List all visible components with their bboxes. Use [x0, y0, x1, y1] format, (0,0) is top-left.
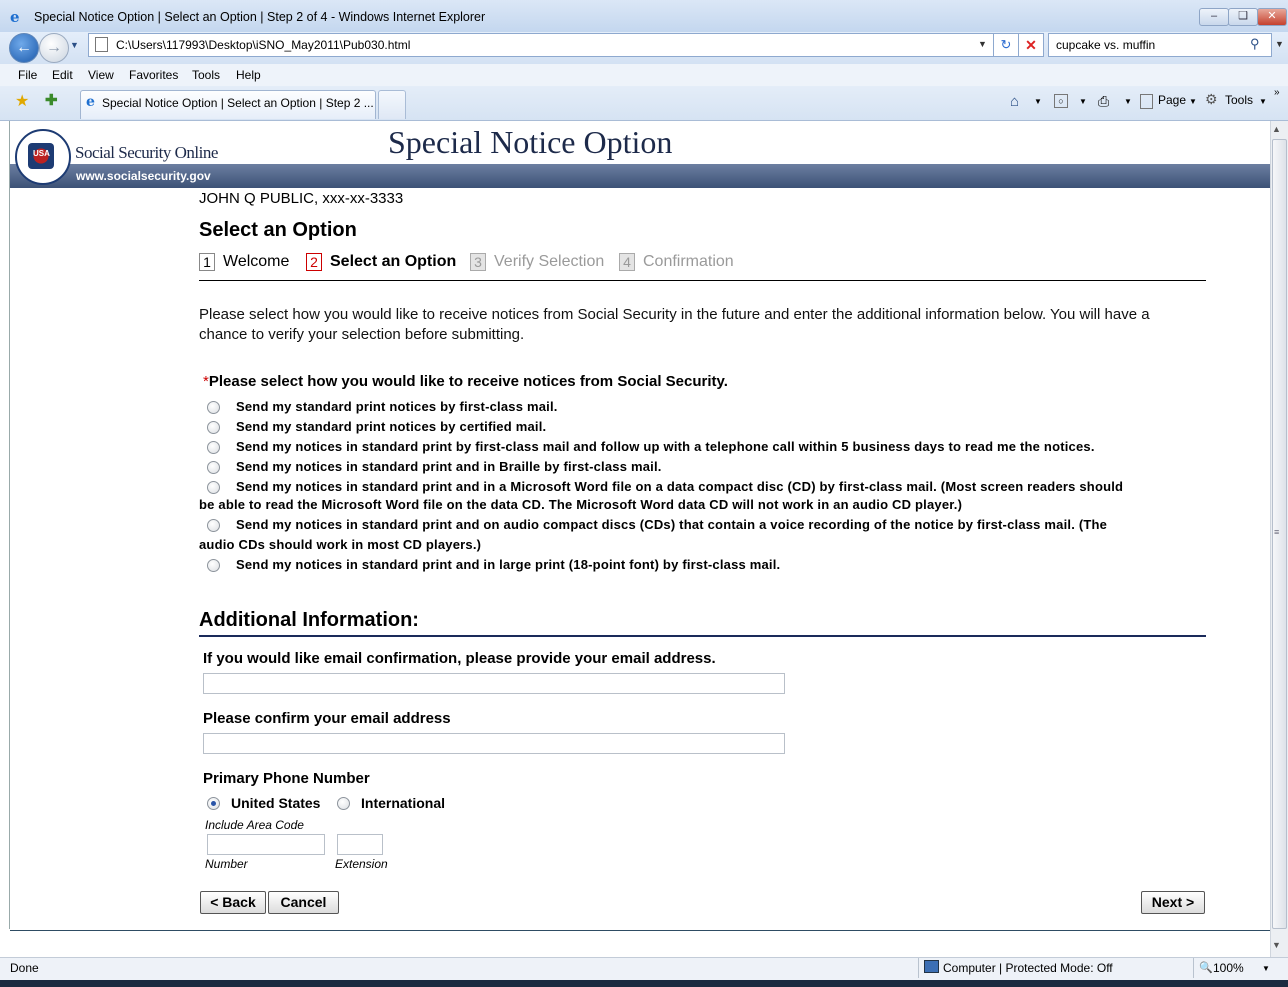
phone-intl-radio[interactable]: [337, 797, 350, 810]
back-button[interactable]: < Back: [200, 891, 266, 914]
minimize-button[interactable]: –: [1199, 8, 1229, 26]
step-number: 1: [199, 253, 215, 271]
chevron-more-icon[interactable]: »: [1274, 87, 1280, 98]
required-mark: *: [203, 373, 209, 390]
additional-info-divider: [199, 635, 1206, 637]
option-label-7[interactable]: Send my notices in standard print and in large print (18-point font) by first-class mail.: [236, 557, 781, 572]
tab-ie-icon: e: [86, 94, 95, 110]
intro-text: Please select how you would like to receive notices from Social Security in the future and enter the additional information below. You will have a chance to verify your selection before submitting.: [199, 306, 1150, 343]
step-confirmation: [619, 253, 734, 271]
stop-icon[interactable]: ✕: [1018, 33, 1044, 57]
status-separator: [918, 958, 919, 978]
gear-icon: ⚙: [1205, 91, 1218, 107]
site-url[interactable]: www.socialsecurity.gov: [76, 169, 211, 183]
option-radio-2[interactable]: [207, 421, 220, 434]
back-nav-button[interactable]: ←: [9, 33, 39, 63]
menu-tools[interactable]: Tools: [192, 68, 221, 82]
home-dropdown-icon[interactable]: ▼: [1034, 97, 1042, 106]
phone-label: Primary Phone Number: [203, 770, 370, 787]
phone-number-field[interactable]: [207, 834, 325, 855]
phone-us-radio[interactable]: [207, 797, 220, 810]
add-favorite-icon[interactable]: ✚: [45, 92, 58, 109]
step-welcome: [199, 253, 289, 271]
tools-dropdown-icon[interactable]: ▼: [1259, 97, 1267, 106]
option-label-5[interactable]: Send my notices in standard print and in a Microsoft Word file on a data compact disc (CD) by first-class mail. (Most screen readers should: [236, 479, 1124, 494]
phone-us-label[interactable]: United States: [231, 795, 321, 811]
step-verify: [470, 253, 604, 271]
number-label: Number: [205, 857, 248, 871]
email-label: If you would like email confirmation, please provide your email address.: [203, 650, 716, 667]
ie-logo-icon: e: [10, 8, 20, 26]
step-divider: [199, 280, 1206, 281]
print-dropdown-icon[interactable]: ▼: [1124, 97, 1132, 106]
home-icon[interactable]: ⌂: [1010, 93, 1020, 110]
option-radio-5[interactable]: [207, 481, 220, 494]
option-radio-4[interactable]: [207, 461, 220, 474]
page-title: Special Notice Option: [388, 124, 673, 160]
feeds-dropdown-icon[interactable]: ▼: [1079, 97, 1087, 106]
scroll-up-icon[interactable]: ▲: [1272, 124, 1281, 134]
menu-view[interactable]: View: [88, 68, 114, 82]
step-number: 2: [306, 253, 322, 271]
site-name[interactable]: Social Security Online: [75, 143, 218, 162]
additional-info-title: Additional Information:: [199, 609, 419, 631]
window-title: Special Notice Option | Select an Option | Step 2 of 4 - Windows Internet Explorer: [34, 10, 486, 24]
page-menu[interactable]: Page: [1158, 93, 1187, 107]
option-label-1[interactable]: Send my standard print notices by first-class mail.: [236, 399, 558, 414]
option-label-6-cont[interactable]: audio CDs should work in most CD players.): [199, 537, 482, 552]
menu-favorites[interactable]: Favorites: [129, 68, 179, 82]
computer-zone-icon: [924, 960, 939, 973]
option-label-5-cont[interactable]: be able to read the Microsoft Word file on the data CD. The Microsoft Word data CD will not work in an audio CD player.): [199, 497, 963, 512]
phone-intl-label[interactable]: International: [361, 795, 446, 811]
new-tab-button[interactable]: [378, 90, 406, 119]
step-select-option: [306, 253, 456, 271]
option-label-6[interactable]: Send my notices in standard print and on audio compact discs (CDs) that contain a voice recording of the notice by first-class mail. (The: [236, 517, 1108, 532]
option-radio-1[interactable]: [207, 401, 220, 414]
question-text: Please select how you would like to receive notices from Social Security.: [208, 373, 728, 390]
search-icon[interactable]: ⚲: [1250, 36, 1260, 51]
option-label-4[interactable]: Send my notices in standard print and in Braille by first-class mail.: [236, 459, 662, 474]
step-label: Confirmation: [643, 253, 734, 270]
step-label: Verify Selection: [494, 253, 605, 270]
menu-edit[interactable]: Edit: [52, 68, 73, 82]
option-radio-6[interactable]: [207, 519, 220, 532]
security-zone: Computer | Protected Mode: Off: [943, 961, 1113, 975]
os-taskbar: [0, 980, 1288, 987]
section-title: Select an Option: [199, 219, 357, 241]
page-menu-icon: [1140, 94, 1153, 109]
extension-label: Extension: [335, 857, 388, 871]
confirm-email-label: Please confirm your email address: [203, 710, 451, 727]
page-file-icon: [95, 37, 108, 52]
area-code-hint: Include Area Code: [205, 818, 304, 832]
step-number: 4: [619, 253, 635, 271]
next-button[interactable]: Next >: [1141, 891, 1205, 914]
step-number: 3: [470, 253, 486, 271]
status-text: Done: [10, 961, 39, 975]
search-value[interactable]: cupcake vs. muffin: [1056, 38, 1156, 52]
page-dropdown-icon[interactable]: ▼: [1189, 97, 1197, 106]
maximize-button[interactable]: ❑: [1228, 8, 1258, 26]
option-radio-3[interactable]: [207, 441, 220, 454]
zoom-level[interactable]: 100%: [1213, 961, 1244, 975]
menu-file[interactable]: File: [18, 68, 38, 82]
print-icon[interactable]: ⎙: [1098, 93, 1110, 109]
zoom-icon: 🔍: [1199, 962, 1213, 974]
option-label-2[interactable]: Send my standard print notices by certified mail.: [236, 419, 547, 434]
address-dropdown-icon[interactable]: ▼: [978, 39, 987, 49]
forward-nav-button[interactable]: →: [39, 33, 69, 63]
option-label-3[interactable]: Send my notices in standard print by first-class mail and follow up with a telephone call within 5 business days to read me the notices.: [236, 439, 1095, 454]
scroll-down-icon[interactable]: ▼: [1272, 940, 1281, 950]
refresh-icon[interactable]: ↻: [993, 33, 1019, 57]
menu-help[interactable]: Help: [236, 68, 261, 82]
notice-question: [203, 373, 728, 390]
seal-usa-text: USA: [33, 149, 50, 158]
phone-extension-field[interactable]: [337, 834, 383, 855]
email-field[interactable]: [203, 673, 785, 694]
user-identity: JOHN Q PUBLIC, xxx-xx-3333: [199, 190, 404, 207]
address-value[interactable]: C:\Users\117993\Desktop\iSNO_May2011\Pub030.html: [116, 38, 411, 52]
search-options-icon[interactable]: ▼: [1275, 39, 1284, 49]
tab-active-label[interactable]: Special Notice Option | Select an Option | Step 2 ...: [102, 96, 374, 110]
step-label: Select an Option: [330, 253, 457, 270]
status-separator: [1193, 958, 1194, 978]
tools-menu[interactable]: Tools: [1225, 93, 1254, 107]
favorites-star-icon[interactable]: ★: [15, 93, 30, 110]
footer-divider: [10, 930, 1270, 931]
zoom-dropdown-icon[interactable]: ▼: [1262, 964, 1270, 973]
close-window-button[interactable]: ✕: [1257, 8, 1287, 26]
history-dropdown-icon[interactable]: ▼: [70, 40, 79, 50]
option-radio-7[interactable]: [207, 559, 220, 572]
feeds-icon[interactable]: ○: [1054, 94, 1068, 108]
scroll-grip-icon: ≡: [1274, 527, 1280, 537]
step-label: Welcome: [223, 253, 290, 270]
cancel-button[interactable]: Cancel: [268, 891, 339, 914]
confirm-email-field[interactable]: [203, 733, 785, 754]
